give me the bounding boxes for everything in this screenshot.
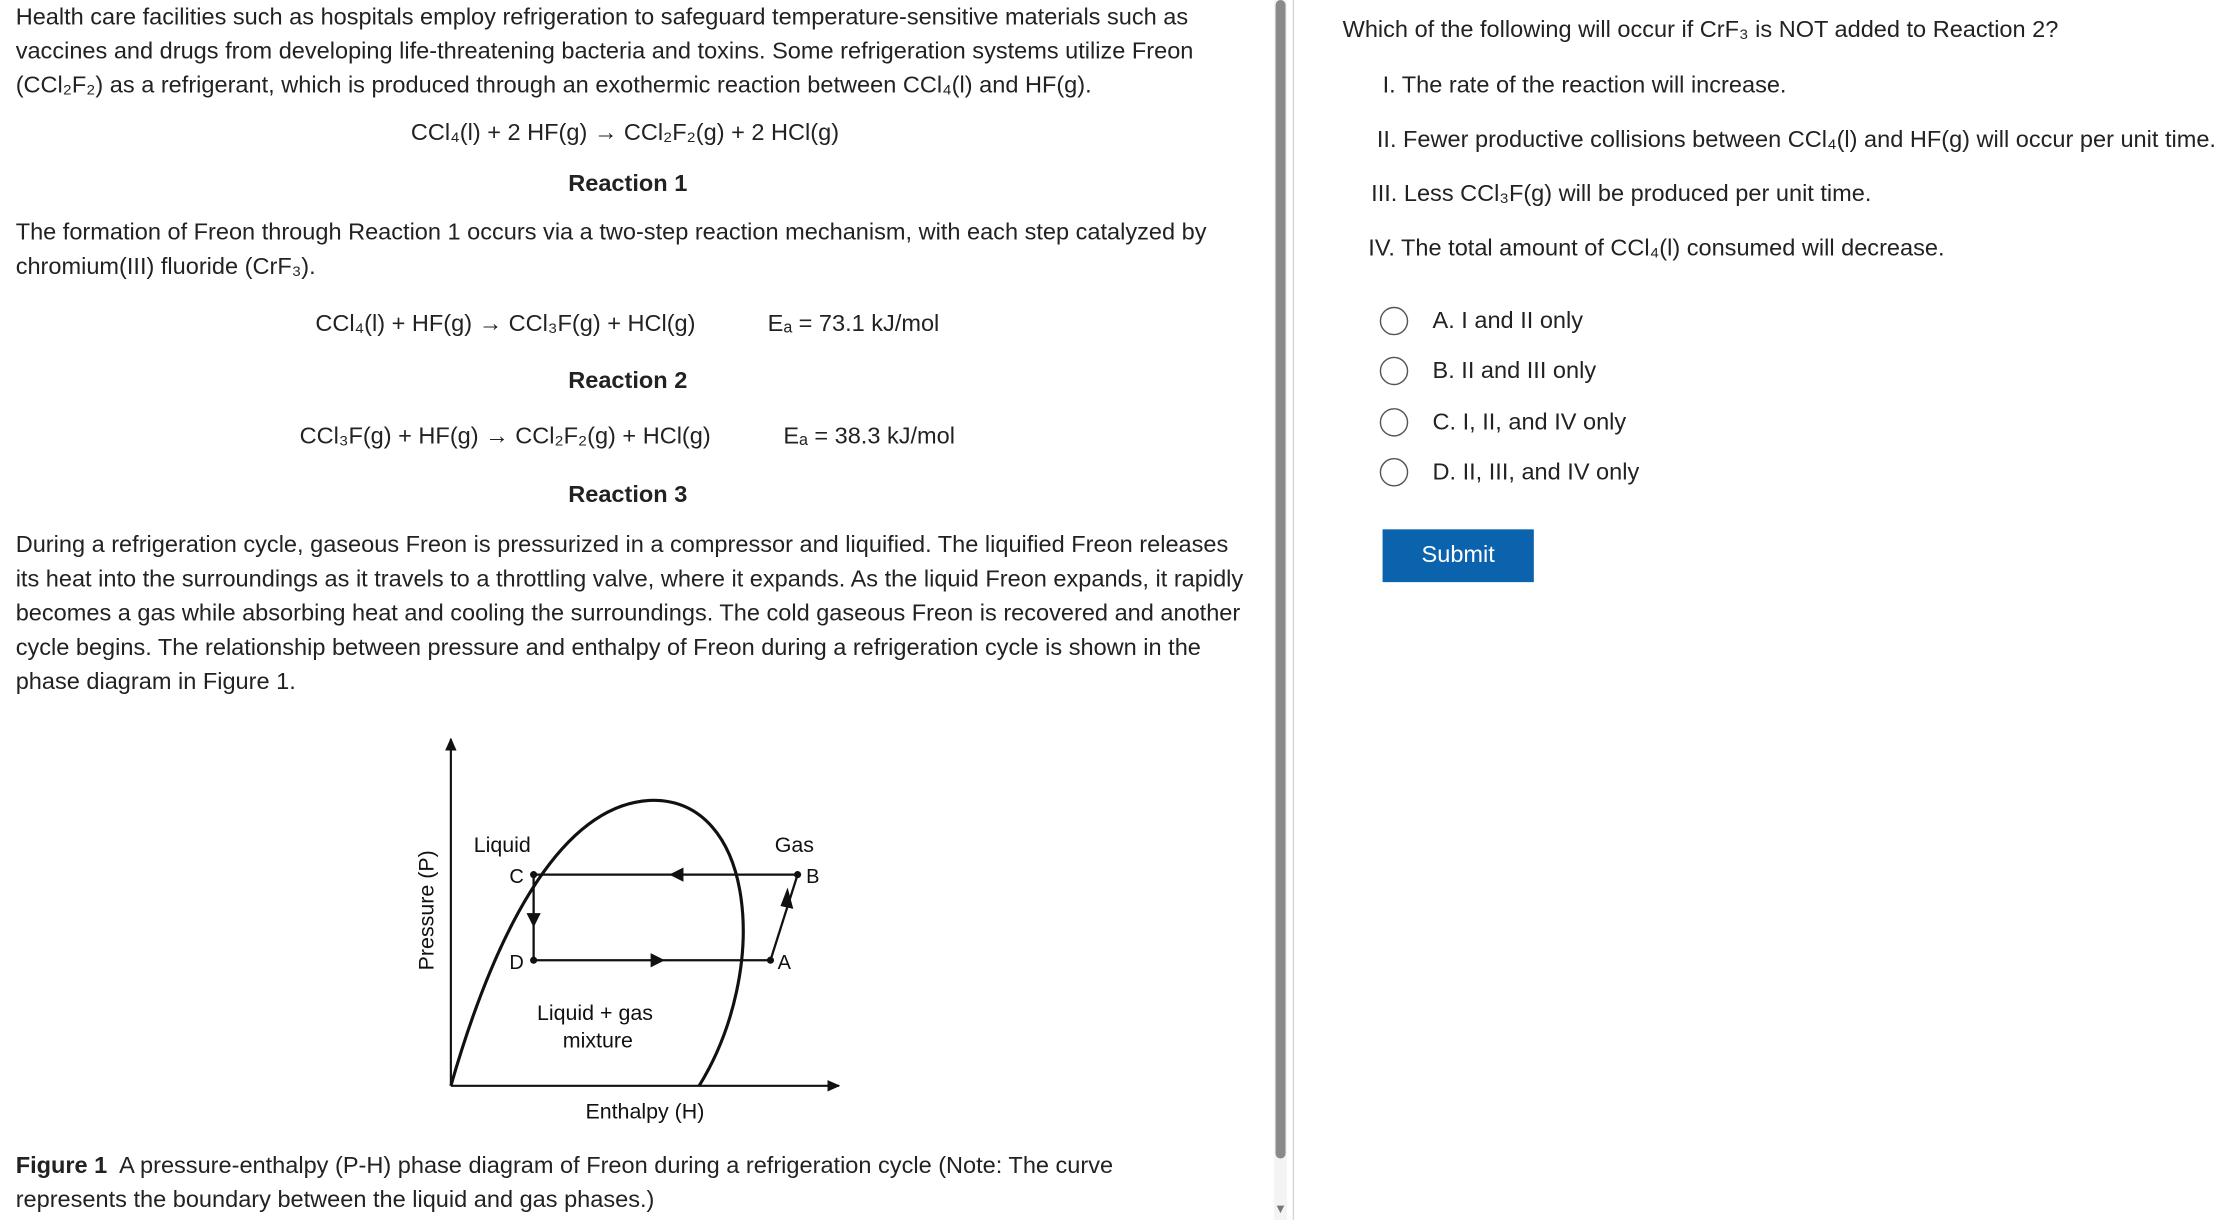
region-mixture-label-line1: Liquid + gas — [536, 1001, 653, 1026]
option-b[interactable] — [1380, 352, 1596, 389]
radio-a-icon[interactable] — [1380, 307, 1409, 336]
arrow-c-d — [526, 913, 540, 927]
reaction2-equation: CCl₄(l) + HF(g) → CCl₃F(g) + HCl(g) — [315, 311, 696, 337]
mechanism-paragraph: The formation of Freon through Reaction 1 occurs via a two-step reaction mechanism, with each step catalyzed by chromium(III) fluoride (CrF₃). — [15, 219, 1207, 280]
scroll-down-arrow-icon[interactable]: ▼ — [1274, 1201, 1287, 1216]
reaction2-label: Reaction 2 — [568, 368, 688, 394]
point-a-marker — [767, 957, 774, 964]
statement-3: III. Less CCl₃F(g) will be produced per unit time. — [1371, 181, 1872, 207]
radio-b-icon[interactable] — [1380, 357, 1409, 386]
cycle-paragraph: During a refrigeration cycle, gaseous Freon is pressurized in a compressor and liquified. The liquified Freon releases its heat into the surroundings as it travels to a throttling valve, where it expands. As the liquid Freon expands, it rapidly becomes a gas while absorbing heat and cooling the surroundings. The cold gaseous Freon is recovered and another cycle begins. The relationship between pressure and enthalpy of Freon during a refrigeration cycle is shown in the phase diagram in Figure 1. — [15, 532, 1244, 695]
statement-1: I. The rate of the reaction will increase. — [1382, 72, 1787, 99]
point-a-label: A — [777, 951, 791, 974]
cycle-line-a-b — [770, 875, 797, 961]
region-mixture-label-line2: mixture — [562, 1028, 633, 1053]
arrow-b-c — [669, 867, 683, 881]
point-c-marker — [530, 871, 537, 878]
submit-button[interactable]: Submit — [1383, 529, 1534, 582]
question-prompt: Which of the following will occur if CrF₃ is NOT added to Reaction 2? — [1342, 17, 2059, 43]
radio-d-icon[interactable] — [1380, 458, 1409, 487]
option-d-label: D. II, III, and IV only — [1432, 458, 1640, 485]
scrollbar-thumb[interactable] — [1276, 0, 1286, 1159]
reaction3-label: Reaction 3 — [568, 482, 688, 508]
point-d-label: D — [509, 951, 524, 974]
passage-scrollbar[interactable] — [1274, 0, 1287, 1220]
point-d-marker — [530, 957, 537, 964]
y-axis-label: Pressure (P) — [414, 850, 439, 971]
figure-caption — [16, 1149, 1200, 1217]
region-gas-label: Gas — [774, 832, 814, 857]
option-b-label: B. II and III only — [1432, 357, 1597, 384]
option-c-label: C. I, II, and IV only — [1432, 408, 1627, 435]
arrow-d-a — [651, 953, 665, 967]
reaction2-activation-energy: Eₐ = 73.1 kJ/mol — [767, 311, 940, 337]
phase-diagram — [400, 721, 871, 1135]
radio-c-icon[interactable] — [1380, 408, 1409, 437]
intro-paragraph: Health care facilities such as hospitals employ refrigeration to safeguard temperature-sensitive materials such as vaccines and drugs from developing life-threatening bacteria and toxins. Some refrigeration systems utilize Freon (CCl₂F₂) as a refrigerant, which is produced through an exothermic reaction between CCl₄(l) and HF(g). — [15, 4, 1194, 99]
statement-4: IV. The total amount of CCl₄(l) consumed will decrease. — [1368, 235, 1945, 262]
figure-caption-text: A pressure-enthalpy (P-H) phase diagram of Freon during a refrigeration cycle (Note: The curve represents the boundary between the liquid and gas phases.) — [15, 1152, 1114, 1213]
option-d[interactable] — [1380, 454, 1640, 491]
reaction1-label: Reaction 1 — [568, 171, 688, 197]
figure-caption-label: Figure 1 — [15, 1152, 108, 1179]
option-a[interactable] — [1380, 302, 1583, 339]
point-b-marker — [794, 871, 801, 878]
option-c[interactable] — [1380, 404, 1626, 441]
x-axis-label: Enthalpy (H) — [585, 1099, 705, 1124]
option-a-label: A. I and II only — [1432, 307, 1584, 334]
panel-divider — [1293, 0, 1294, 1220]
point-b-label: B — [806, 866, 820, 889]
reaction3-activation-energy: Eₐ = 38.3 kJ/mol — [783, 423, 955, 450]
question-panel — [1296, 0, 2233, 1220]
reaction3-equation: CCl₃F(g) + HF(g) → CCl₂F₂(g) + HCl(g) — [299, 423, 711, 450]
region-liquid-label: Liquid — [473, 832, 531, 857]
point-c-label: C — [509, 866, 524, 889]
statement-2: II. Fewer productive collisions between CCl₄(l) and HF(g) will occur per unit time. — [1376, 126, 2216, 153]
reaction1-equation: CCl₄(l) + 2 HF(g) → CCl₂F₂(g) + 2 HCl(g) — [410, 119, 840, 146]
